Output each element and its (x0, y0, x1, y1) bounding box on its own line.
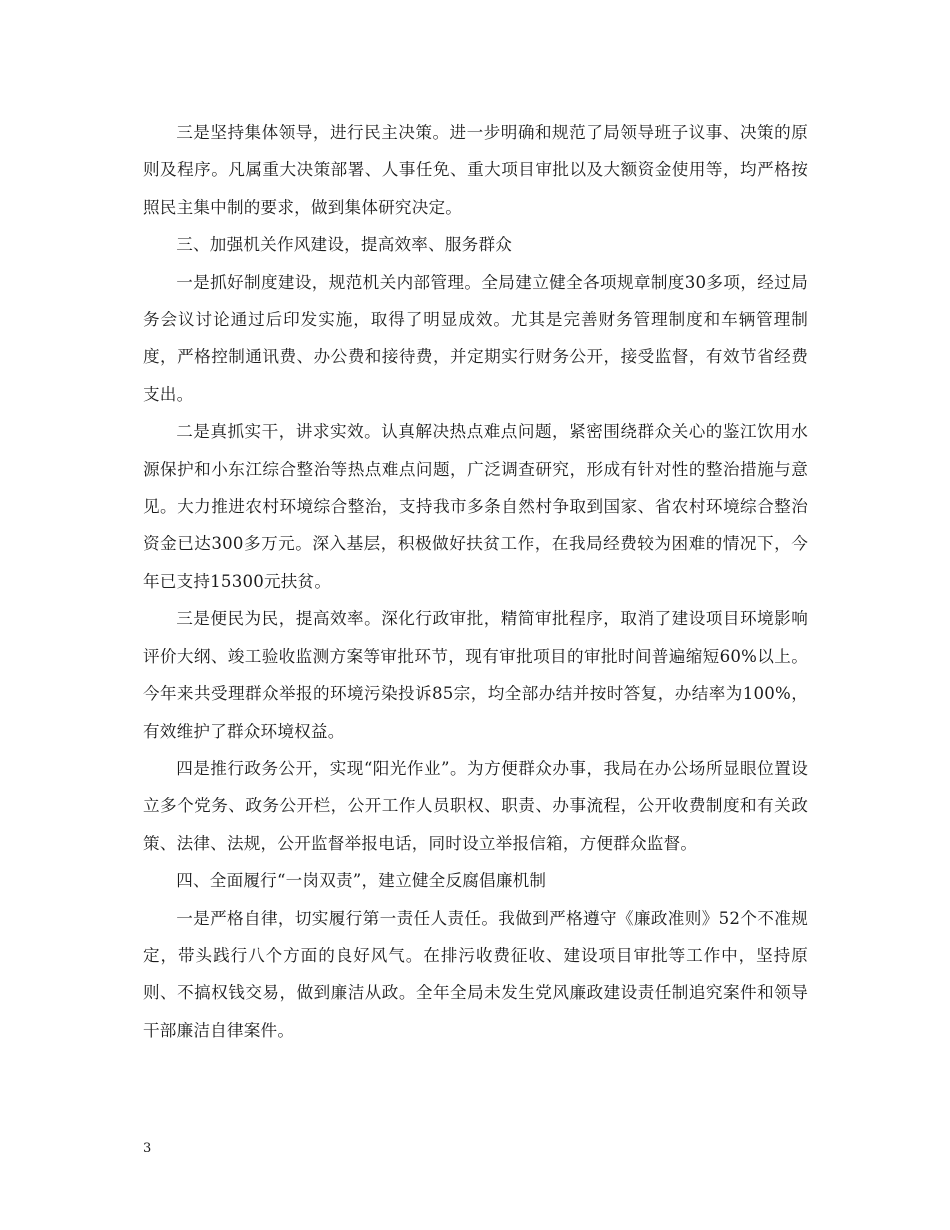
section-heading-work-style: 三、加强机关作风建设，提高效率、服务群众 (176, 235, 513, 255)
paragraph-convenience-efficiency: 三是便民为民，提高效率。深化行政审批，精简审批程序，取消了建设项目环境影响评价大纲、竣工验收监测方案等审批环节，现有审批项目的审批时间普遍缩短60%以上。今年来共受理群众举报的环境污染投诉85宗，均全部办结并按时答复，办结率为100%，有效维护了群众环境权益。 (143, 609, 808, 741)
paragraph-system-building: 一是抓好制度建设，规范机关内部管理。全局建立健全各项规章制度30多项，经过局务会议讨论通过后印发实施，取得了明显成效。尤其是完善财务管理制度和车辆管理制度，严格控制通讯费、办公费和接待费，并定期实行财务公开，接受监督，有效节省经费支出。 (143, 272, 808, 404)
paragraph-collective-leadership: 三是坚持集体领导，进行民主决策。进一步明确和规范了局领导班子议事、决策的原则及程序。凡属重大决策部署、人事任免、重大项目审批以及大额资金使用等，均严格按照民主集中制的要求，做到集体研究决定。 (143, 123, 808, 217)
section-heading-anti-corruption: 四、全面履行“一岗双责”，建立健全反腐倡廉机制 (176, 871, 547, 891)
document-body (143, 114, 808, 1049)
paragraph-practical-work: 二是真抓实干，讲求实效。认真解决热点难点问题，紧密围绕群众关心的鉴江饮用水源保护和小东江综合整治等热点难点问题，广泛调查研究，形成有针对性的整治措施与意见。大力推进农村环境综合整治，支持我市多条自然村争取到国家、省农村环境综合整治资金已达300多万元。深入基层，积极做好扶贫工作，在我局经费较为困难的情况下，今年已支持15300元扶贫。 (143, 422, 808, 591)
paragraph-government-transparency: 四是推行政务公开，实现“阳光作业”。为方便群众办事，我局在办公场所显眼位置设立多个党务、政务公开栏，公开工作人员职权、职责、办事流程，公开收费制度和有关政策、法律、法规，公开监督举报电话，同时设立举报信箱，方便群众监督。 (143, 758, 808, 853)
page-number: 3 (143, 1141, 152, 1156)
paragraph-self-discipline: 一是严格自律，切实履行第一责任人责任。我做到严格遵守《廉政准则》52个不准规定，带头践行八个方面的良好风气。在排污收费征收、建设项目审批等工作中，坚持原则、不搞权钱交易，做到廉洁从政。全年全局未发生党风廉政建设责任制追究案件和领导干部廉洁自律案件。 (143, 908, 808, 1040)
